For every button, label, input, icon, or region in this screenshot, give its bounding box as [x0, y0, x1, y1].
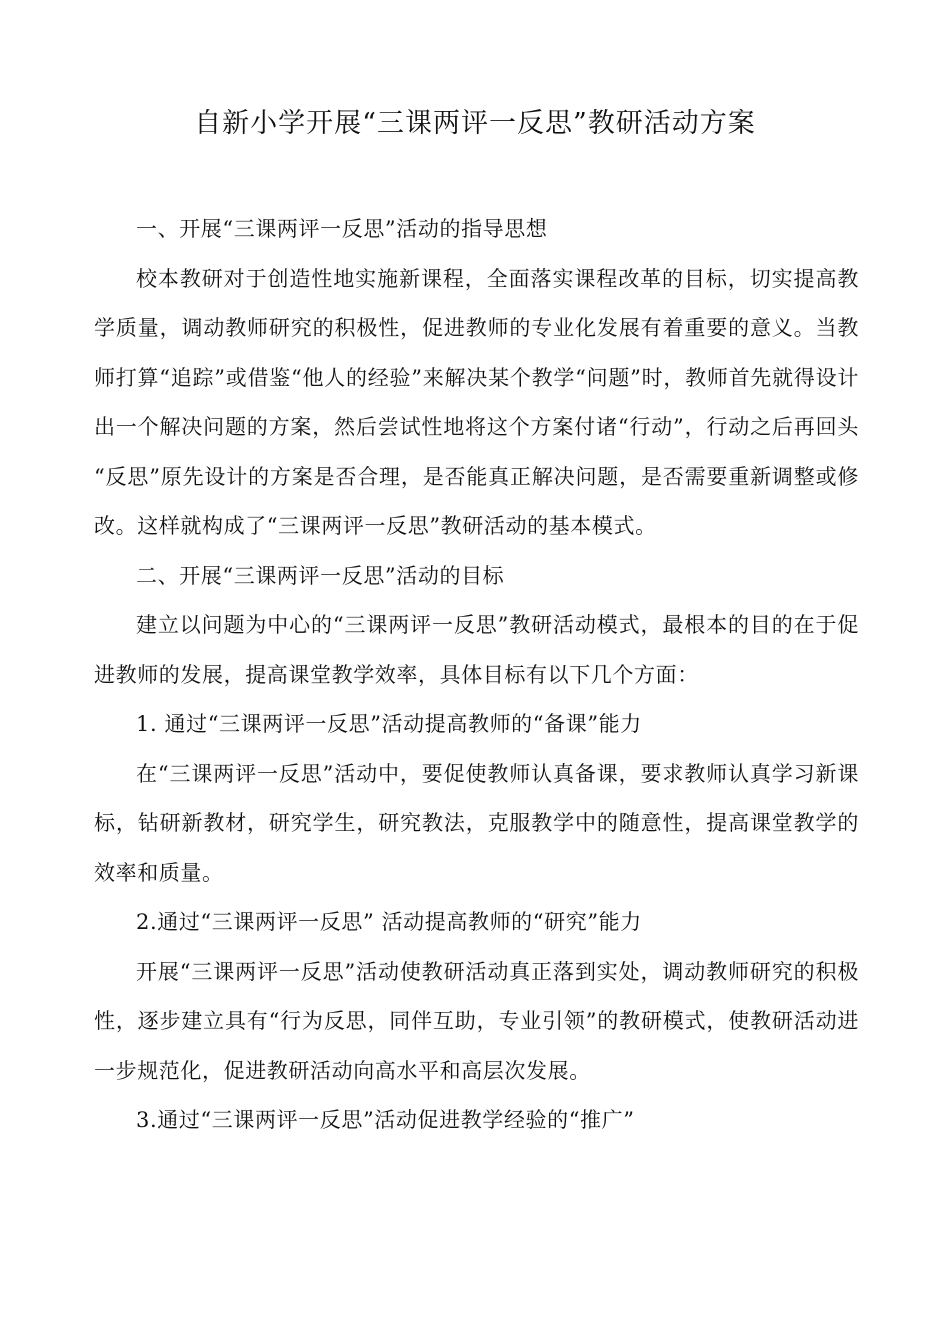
item-1-heading: 1. 通过“三课两评一反思”活动提高教师的“备课”能力	[136, 712, 642, 736]
section-2-heading: 二、开展“三课两评一反思”活动的目标	[136, 563, 505, 588]
section-1-paragraph: 校本教研对于创造性地实施新课程，全面落实课程改革的目标，切实提高教学质量，调动教师研究的积极性，促进教师的专业化发展有着重要的意义。当教师打算“追踪”或借鉴“他人的经验”来解决某个教学“问题”时，教师首先就得设计出一个解决问题的方案，然后尝试性地将这个方案付诸“行动”，行动之后再回头 “反思”原先设计的方案是否合理，是否能真正解决问题，是否需要重新调整或修改。这样就构成了“三课两评一反思”教研活动的基本模式。	[94, 266, 859, 538]
document-body	[94, 205, 859, 1146]
item-2-heading: 2.通过“三课两评一反思” 活动提高教师的“研究”能力	[136, 910, 642, 934]
document-title: 自新小学开展“三课两评一反思”教研活动方案	[194, 108, 756, 139]
item-3-heading: 3.通过“三课两评一反思”活动促进教学经验的“推广”	[136, 1108, 635, 1132]
item-2-paragraph: 开展“三课两评一反思”活动使教研活动真正落到实处，调动教师研究的积极性，逐步建立具有“行为反思，同伴互助，专业引领”的教研模式，使教研活动进一步规范化，促进教研活动向高水平和高层次发展。	[94, 959, 859, 1083]
section-2-paragraph: 建立以问题为中心的“三课两评一反思”教研活动模式，最根本的目的在于促进教师的发展，提高课堂教学效率，具体目标有以下几个方面：	[94, 613, 859, 687]
section-1-heading: 一、开展“三课两评一反思”活动的指导思想	[136, 217, 548, 241]
item-1-paragraph: 在“三课两评一反思”活动中，要促使教师认真备课，要求教师认真学习新课标，钻研新教材，研究学生，研究教法，克服教学中的随意性，提高课堂教学的效率和质量。	[94, 761, 859, 885]
